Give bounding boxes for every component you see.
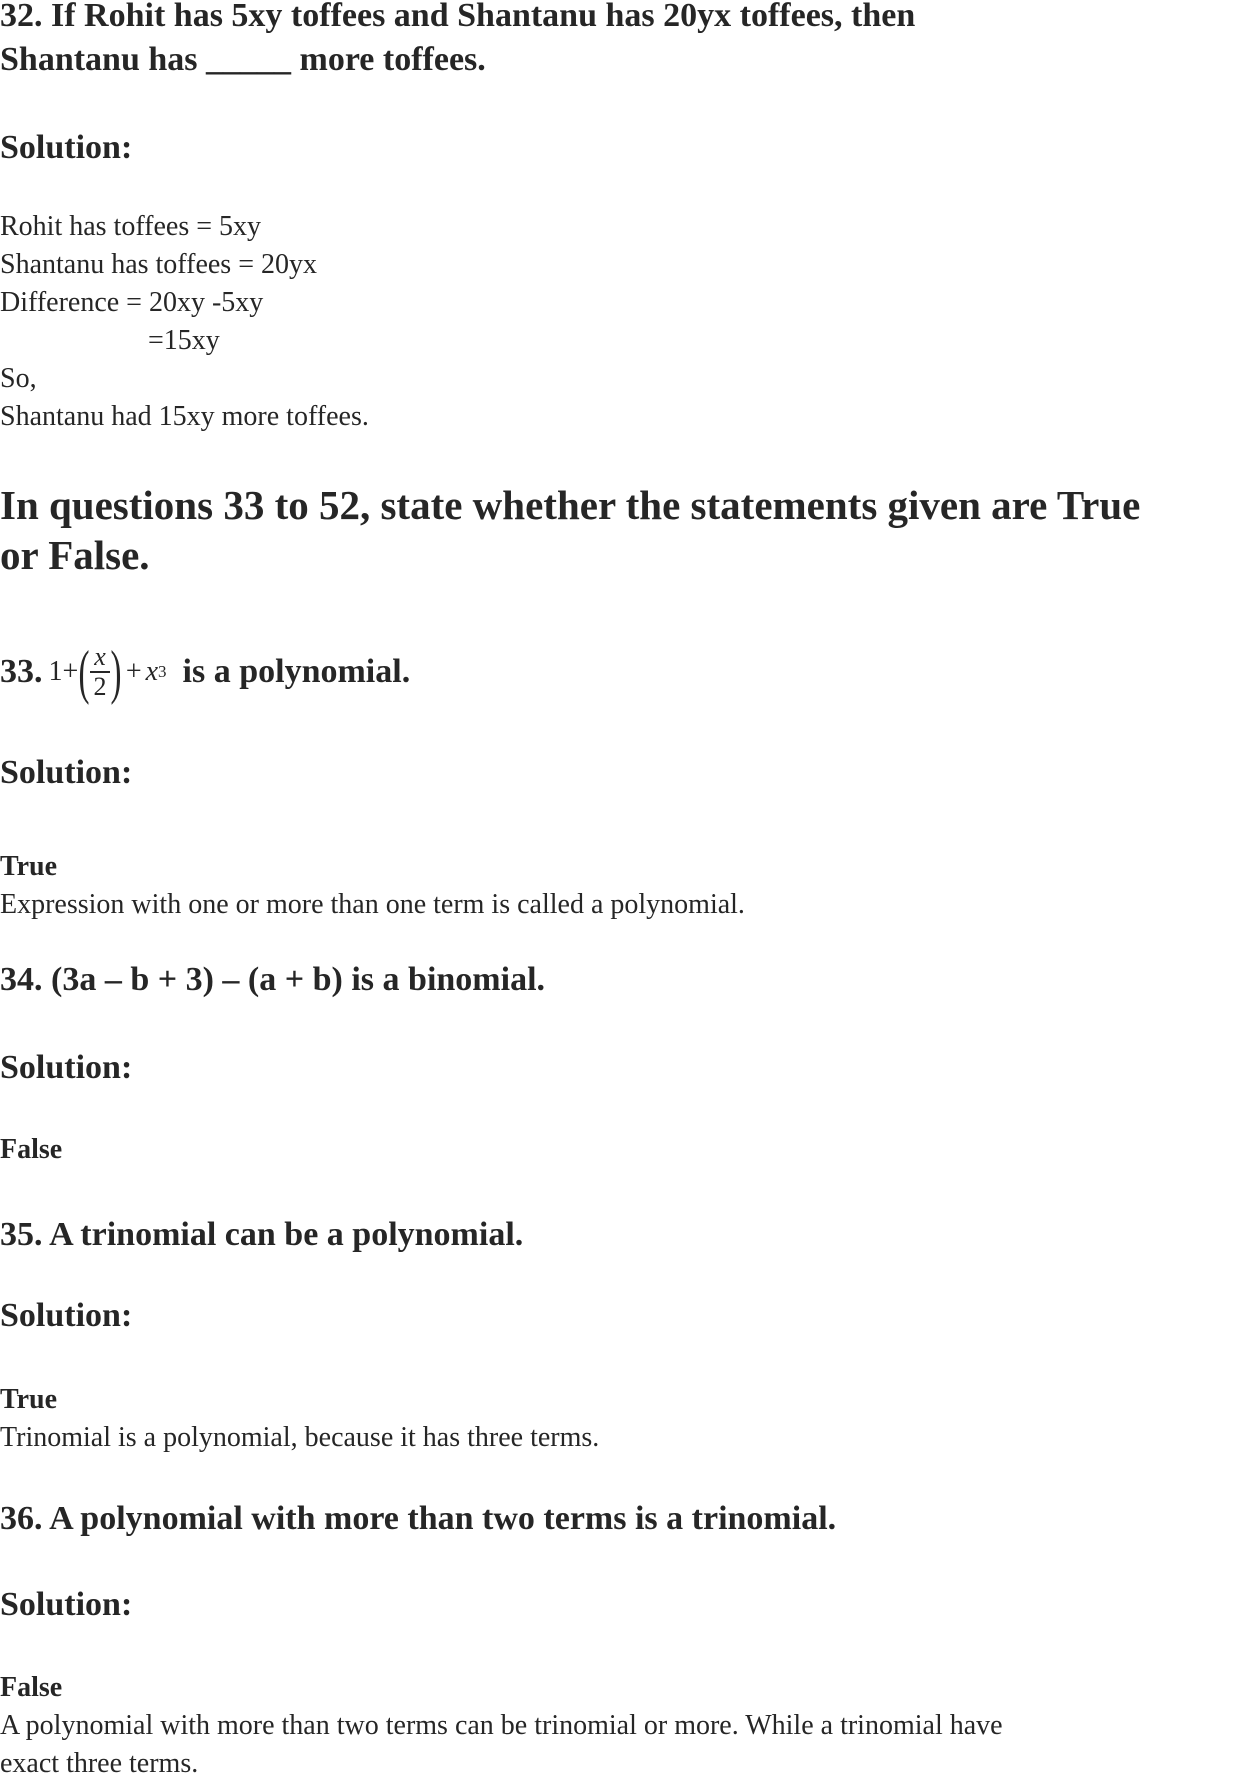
fraction-numerator: x: [90, 643, 110, 673]
question-34: 34. (3a – b + 3) – (a + b) is a binomial.: [0, 961, 546, 998]
explanation-36-line1: A polynomial with more than two terms can be trinomial or more. While a trinomial have: [0, 1710, 1003, 1741]
answer-36: False: [0, 1672, 63, 1703]
solution-32-line3: Difference = 20xy -5xy: [0, 287, 264, 318]
question-32-line1: 32. If Rohit has 5xy toffees and Shantanu has 20yx toffees, then: [0, 0, 916, 34]
solution-32-line6: Shantanu had 15xy more toffees.: [0, 401, 369, 432]
question-33: [0, 632, 410, 712]
question-35: 35. A trinomial can be a polynomial.: [0, 1216, 524, 1253]
explanation-35: Trinomial is a polynomial, because it has three terms.: [0, 1422, 600, 1453]
section-heading-line1: In questions 33 to 52, state whether the statements given are True: [0, 482, 1141, 528]
solution-label-32: Solution:: [0, 129, 133, 166]
left-paren-icon: (: [78, 639, 90, 705]
fraction: [90, 643, 110, 701]
explanation-33: Expression with one or more than one term is called a polynomial.: [0, 889, 745, 920]
solution-label-36: Solution:: [0, 1586, 133, 1623]
question-33-tail: is a polynomial.: [182, 653, 411, 690]
solution-label-35: Solution:: [0, 1297, 133, 1334]
solution-32-line1: Rohit has toffees = 5xy: [0, 211, 262, 242]
expr-one-plus: 1+: [48, 656, 79, 687]
solution-32-line4: =15xy: [148, 325, 220, 356]
question-32-line2: Shantanu has _____ more toffees.: [0, 41, 486, 78]
question-36: 36. A polynomial with more than two terms is a trinomial.: [0, 1500, 837, 1537]
solution-32-line2: Shantanu has toffees = 20yx: [0, 249, 317, 280]
expr-plus: +: [125, 656, 142, 687]
explanation-36-line2: exact three terms.: [0, 1748, 199, 1779]
right-paren-icon: ): [110, 639, 122, 705]
fraction-denominator: 2: [93, 672, 107, 701]
question-33-number: 33.: [0, 653, 43, 690]
answer-33: True: [0, 851, 58, 882]
answer-35: True: [0, 1384, 58, 1415]
solution-label-34: Solution:: [0, 1049, 133, 1086]
solution-label-33: Solution:: [0, 754, 133, 791]
section-heading-line2: or False.: [0, 532, 150, 578]
polynomial-expression: 1+ ( $\frac{x}{2}$ ) + x 3: [48, 639, 167, 705]
solution-32-line5: So,: [0, 363, 37, 394]
answer-34: False: [0, 1134, 63, 1165]
expr-variable: x: [145, 656, 159, 687]
